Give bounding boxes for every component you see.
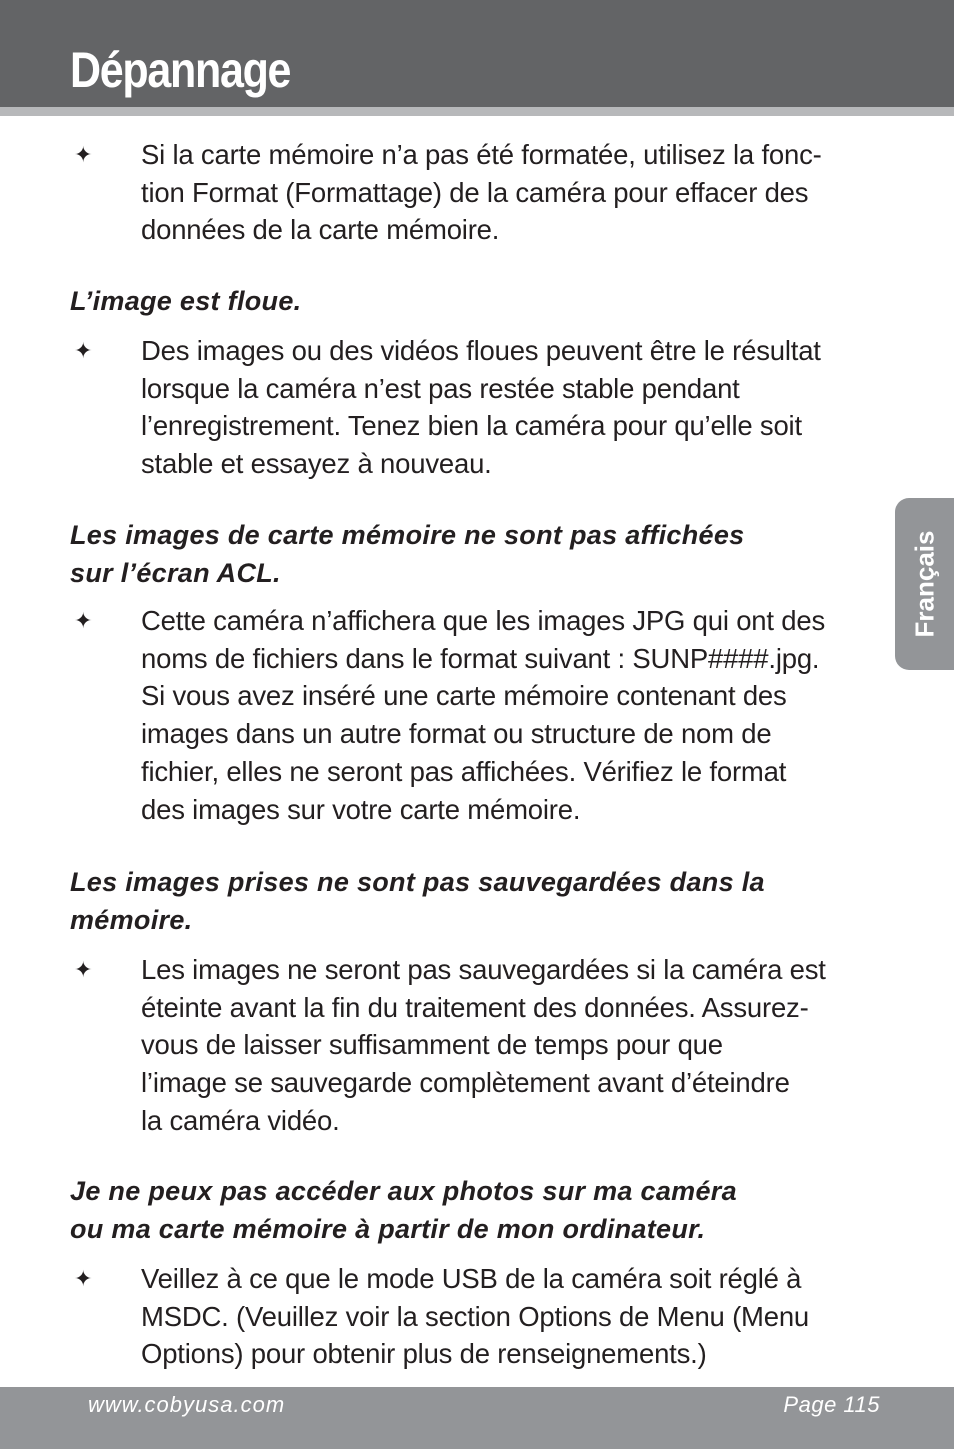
footer-bar <box>0 1387 954 1449</box>
section-heading: Les images de carte mémoire ne sont pas affichées sur l’écran ACL. <box>70 520 745 588</box>
page-title: Dépannage <box>70 42 291 98</box>
section-images-non-affichees <box>70 516 890 828</box>
item-text: Veillez à ce que le mode USB de la caméra soit réglé à MSDC. (Veuillez voir la section Options de Menu (Menu Options) pour obtenir plus de renseignements.) <box>141 1263 810 1370</box>
list-item <box>70 951 890 1140</box>
header-bar <box>0 0 954 107</box>
item-text: Des images ou des vidéos floues peuvent être le résultat lorsque la caméra n’est pas restée stable pendant l’enregistrement. Tenez bien la caméra pour qu’elle soit stable et essayez à nouveau. <box>141 335 821 480</box>
section-heading: Je ne peux pas accéder aux photos sur ma caméra ou ma carte mémoire à partir de mon ordinateur. <box>70 1176 737 1244</box>
bullet-star-icon: ✦ <box>74 1267 93 1292</box>
section-acces-ordinateur <box>70 1172 890 1373</box>
bullet-star-icon: ✦ <box>74 143 93 168</box>
section-images-non-sauvegardees <box>70 863 890 1140</box>
bullet-star-icon: ✦ <box>74 339 93 364</box>
list-item <box>70 1260 890 1373</box>
item-text: Si la carte mémoire n’a pas été formatée, utilisez la fonc- tion Format (Formattage) de la caméra pour effacer des données de la carte mémoire. <box>141 139 822 246</box>
list-item <box>70 136 890 249</box>
language-tab-label: Français <box>909 530 939 638</box>
section-heading: L’image est floue. <box>70 286 302 316</box>
bullet-star-icon: ✦ <box>74 609 93 634</box>
item-text: Cette caméra n’affichera que les images JPG qui ont des noms de fichiers dans le format suivant : SUNP####.jpg. Si vous avez inséré une carte mémoire contenant des images dans un autre format ou structure de nom de fichier, elles ne seront pas affichées. Vérifiez le format des images sur votre carte mémoire. <box>141 605 826 825</box>
section-image-floue <box>70 282 890 483</box>
section-heading: Les images prises ne sont pas sauvegardées dans la mémoire. <box>70 867 765 935</box>
list-item <box>70 602 890 828</box>
bullet-star-icon: ✦ <box>74 958 93 983</box>
section-formatage <box>70 136 890 249</box>
header-divider <box>0 107 954 116</box>
language-tab <box>895 498 954 670</box>
item-text: Les images ne seront pas sauvegardées si la caméra est éteinte avant la fin du traitement des données. Assurez- vous de laisser suffisamment de temps pour que l’image se sauvegarde complètement avant d’éteindre la caméra vidéo. <box>141 954 826 1136</box>
list-item <box>70 332 890 483</box>
footer-url: www.cobyusa.com <box>88 1392 286 1417</box>
page-number: Page 115 <box>783 1392 880 1417</box>
